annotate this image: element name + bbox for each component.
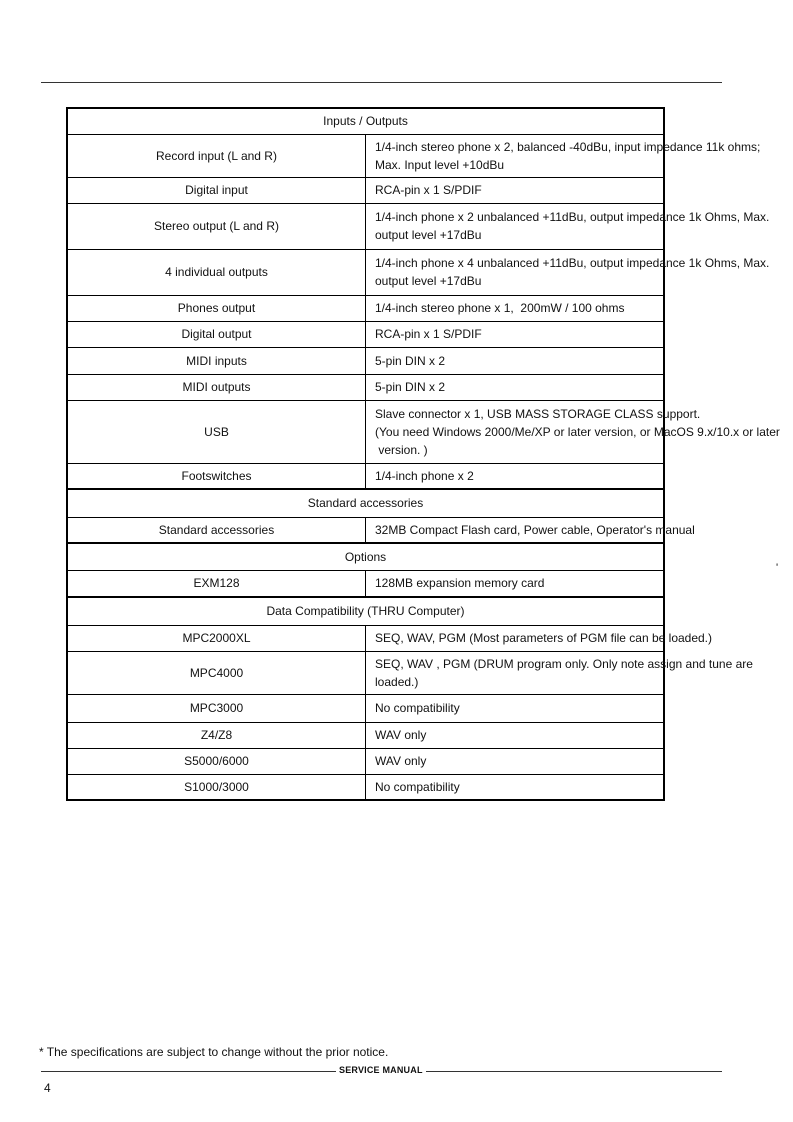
stray-mark: ' (776, 562, 779, 574)
table-row (67, 203, 664, 249)
top-rule (41, 82, 722, 83)
section-title: Data Compatibility (THRU Computer) (67, 597, 664, 625)
spec-value (366, 203, 770, 249)
spec-value-line: version. ) (375, 442, 428, 457)
spec-value-line: No compatibility (375, 701, 460, 715)
table-row (67, 748, 664, 774)
spec-value (366, 134, 761, 177)
table-row (67, 321, 664, 347)
spec-value-line: 1/4-inch phone x 2 unbalanced +11dBu, output impedance 1k Ohms, Max. (375, 210, 770, 224)
spec-value-line: WAV only (375, 728, 427, 742)
spec-label: Digital output (67, 321, 366, 347)
section-header-row (67, 108, 664, 134)
table-row (67, 295, 664, 321)
table-row (67, 177, 664, 203)
table-row (67, 134, 664, 177)
page-number: 4 (44, 1081, 51, 1095)
spec-value (366, 400, 780, 463)
spec-value-line: output level +17dBu (375, 274, 482, 288)
spec-label: EXM128 (67, 570, 366, 597)
table-row (67, 694, 664, 722)
spec-value-line: SEQ, WAV, PGM (Most parameters of PGM file can be loaded.) (375, 631, 713, 645)
table-row (67, 625, 664, 651)
spec-value (366, 374, 665, 400)
spec-label: Stereo output (L and R) (67, 203, 366, 249)
spec-label: S5000/6000 (67, 748, 366, 774)
section-title: Options (67, 543, 664, 570)
spec-value-line: RCA-pin x 1 S/PDIF (375, 183, 482, 197)
spec-label: Digital input (67, 177, 366, 203)
spec-label: USB (67, 400, 366, 463)
spec-label: Record input (L and R) (67, 134, 366, 177)
spec-label: MPC3000 (67, 694, 366, 722)
spec-label: Phones output (67, 295, 366, 321)
spec-value-line: RCA-pin x 1 S/PDIF (375, 327, 482, 341)
spec-label: MPC2000XL (67, 625, 366, 651)
spec-value (366, 694, 665, 722)
table-row (67, 722, 664, 748)
spec-value (366, 570, 665, 597)
spec-value (366, 748, 665, 774)
spec-value-line: 1/4-inch phone x 2 (375, 468, 474, 483)
table-row (67, 374, 664, 400)
spec-value-line: Slave connector x 1, USB MASS STORAGE CLASS support. (375, 406, 701, 421)
spec-value-line: 5-pin DIN x 2 (375, 380, 446, 394)
spec-value (366, 774, 665, 800)
table-row (67, 463, 664, 489)
spec-label: MPC4000 (67, 651, 366, 694)
spec-value-line: 1/4-inch phone x 4 unbalanced +11dBu, output impedance 1k Ohms, Max. (375, 256, 770, 270)
spec-value-line: output level +17dBu (375, 228, 482, 242)
spec-label: MIDI inputs (67, 347, 366, 374)
footer-label: SERVICE MANUAL (336, 1065, 426, 1075)
spec-value-line: 1/4-inch stereo phone x 1, 200mW / 100 ohms (375, 301, 625, 315)
spec-value (366, 321, 665, 347)
table-row (67, 400, 664, 463)
table-row (67, 651, 664, 694)
spec-value (366, 625, 713, 651)
section-header-row (67, 543, 664, 570)
spec-table (66, 107, 780, 801)
spec-label: Standard accessories (67, 517, 366, 543)
spec-value (366, 517, 695, 543)
spec-value (366, 722, 665, 748)
spec-value-line: WAV only (375, 754, 427, 768)
table-row (67, 570, 664, 597)
section-title: Standard accessories (67, 489, 664, 517)
spec-value-line: loaded.) (375, 674, 419, 689)
spec-label: Z4/Z8 (67, 722, 366, 748)
section-title: Inputs / Outputs (67, 108, 664, 134)
spec-label: MIDI outputs (67, 374, 366, 400)
spec-value-line: (You need Windows 2000/Me/XP or later version, or MacOS 9.x/10.x or later (375, 424, 780, 439)
table-row (67, 347, 664, 374)
spec-value (366, 249, 770, 295)
spec-label: S1000/3000 (67, 774, 366, 800)
spec-value-line: 32MB Compact Flash card, Power cable, Operator's manual (375, 522, 695, 537)
spec-value-line: No compatibility (375, 779, 460, 794)
spec-value-line: 128MB expansion memory card (375, 576, 545, 591)
spec-value-line: 1/4-inch stereo phone x 2, balanced -40dBu, input impedance 11k ohms; (375, 139, 761, 154)
spec-value-line: Max. Input level +10dBu (375, 157, 505, 172)
spec-label: 4 individual outputs (67, 249, 366, 295)
spec-value-line: SEQ, WAV , PGM (DRUM program only. Only note assign and tune are (375, 656, 753, 671)
spec-value-line: 5-pin DIN x 2 (375, 353, 446, 368)
table-row (67, 517, 664, 543)
table-row (67, 774, 664, 800)
section-header-row (67, 489, 664, 517)
spec-value (366, 463, 665, 489)
spec-value (366, 651, 753, 694)
spec-label: Footswitches (67, 463, 366, 489)
spec-value (366, 347, 665, 374)
footnote: * The specifications are subject to change without the prior notice. (39, 1045, 389, 1059)
spec-value (366, 177, 665, 203)
section-header-row (67, 597, 664, 625)
spec-value (366, 295, 665, 321)
table-row (67, 249, 664, 295)
